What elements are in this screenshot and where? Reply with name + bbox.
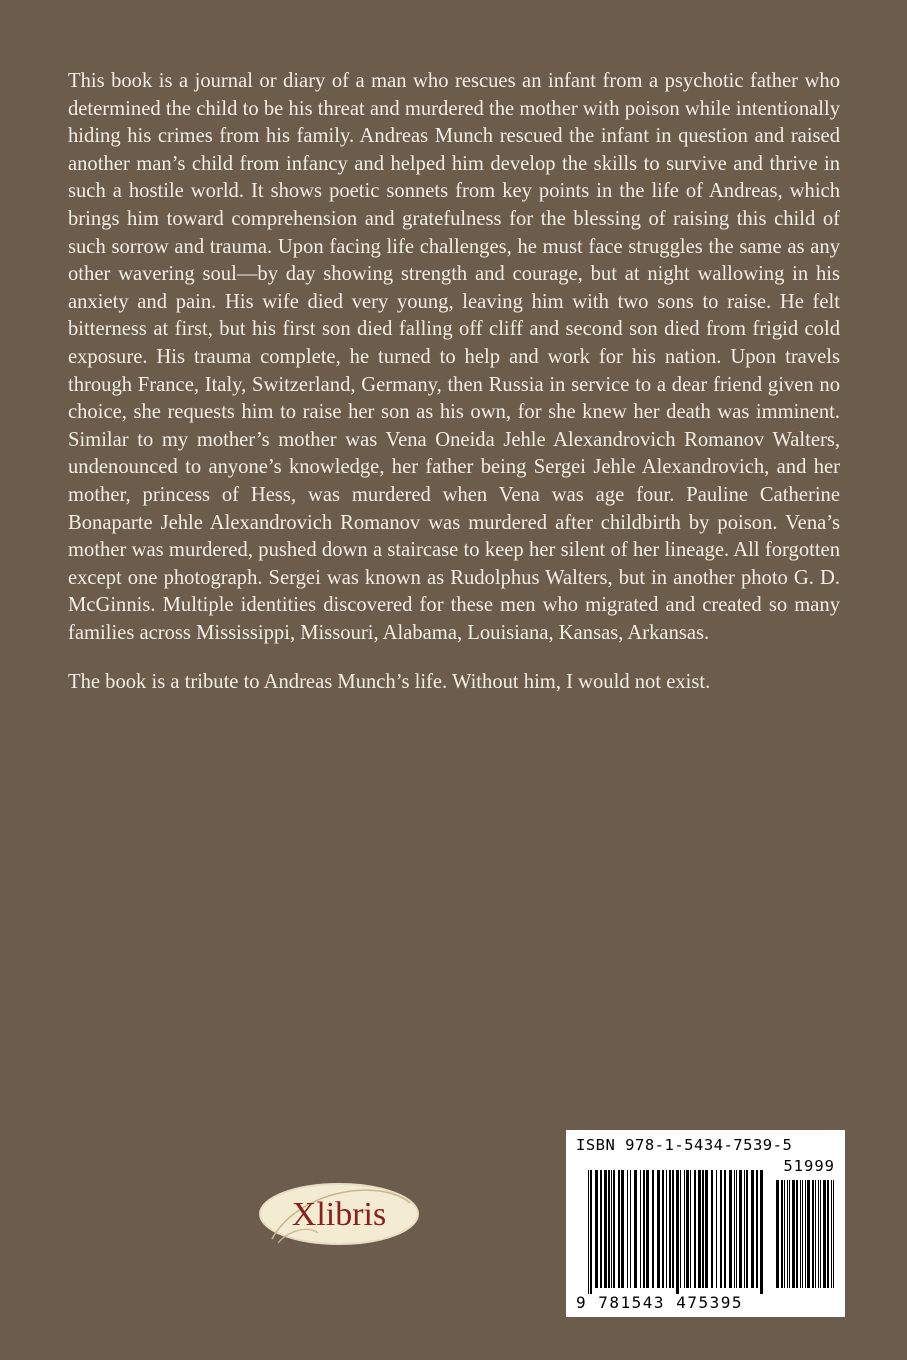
barcode-bar xyxy=(744,1170,745,1288)
barcode-bar xyxy=(716,1170,717,1288)
xlibris-logo-mark xyxy=(258,1181,420,1249)
barcode-bar xyxy=(711,1170,713,1288)
barcode-bar xyxy=(812,1180,814,1288)
barcode-bar xyxy=(746,1170,748,1288)
barcode-bar xyxy=(729,1170,732,1288)
barcode-bar xyxy=(805,1180,806,1288)
barcode-bars xyxy=(566,1130,845,1317)
barcode-bar xyxy=(776,1180,779,1288)
barcode-bar xyxy=(751,1170,754,1288)
barcode-bar xyxy=(807,1180,810,1288)
barcode-bar xyxy=(781,1180,783,1288)
barcode-bar xyxy=(690,1170,691,1288)
barcode-bar xyxy=(833,1180,834,1288)
barcode-bar xyxy=(789,1180,790,1288)
barcode-bar xyxy=(724,1170,726,1288)
barcode-bar xyxy=(736,1170,737,1288)
barcode-bar xyxy=(669,1170,671,1288)
barcode-bar xyxy=(800,1180,801,1288)
barcode-bar xyxy=(652,1170,654,1288)
barcode-bar xyxy=(590,1170,592,1294)
barcode-bar xyxy=(820,1180,821,1288)
barcode-bar xyxy=(618,1170,620,1288)
barcode-bar xyxy=(815,1180,816,1288)
barcode-bar xyxy=(600,1170,602,1288)
back-cover-blurb xyxy=(68,68,840,719)
barcode-bar xyxy=(796,1180,798,1288)
barcode-bar xyxy=(802,1180,803,1288)
barcode-bar xyxy=(698,1170,701,1288)
barcode-bar xyxy=(666,1170,667,1288)
barcode-bar xyxy=(792,1180,795,1288)
barcode-bar xyxy=(686,1170,689,1288)
barcode-bar xyxy=(676,1170,679,1294)
barcode-digits: 9 781543 475395 xyxy=(576,1293,743,1312)
barcode-bar xyxy=(611,1170,612,1288)
barcode-bar xyxy=(608,1170,610,1288)
barcode-bar xyxy=(702,1170,704,1288)
barcode-bar xyxy=(588,1170,589,1294)
barcode-bar xyxy=(680,1170,681,1288)
isbn-label: ISBN 978-1-5434-7539-5 xyxy=(576,1136,793,1154)
barcode-bar xyxy=(684,1170,685,1288)
isbn-barcode xyxy=(566,1130,845,1317)
barcode-bar xyxy=(662,1170,664,1288)
barcode-bar xyxy=(643,1170,645,1288)
barcode-bar xyxy=(640,1170,641,1288)
barcode-bar xyxy=(720,1170,722,1288)
barcode-bar xyxy=(756,1170,758,1288)
barcode-bar xyxy=(784,1180,785,1288)
barcode-bar xyxy=(760,1170,763,1294)
barcode-bar xyxy=(787,1180,788,1288)
price-code: 51999 xyxy=(783,1157,835,1175)
blurb-paragraph-2: The book is a tribute to Andreas Munch’s life. Without him, I would not exist. xyxy=(68,671,711,694)
barcode-bar xyxy=(827,1180,829,1288)
barcode-bar xyxy=(672,1170,674,1288)
barcode-bar xyxy=(818,1180,819,1288)
barcode-bar xyxy=(739,1170,742,1288)
barcode-bar xyxy=(657,1170,660,1288)
barcode-bar xyxy=(646,1170,649,1288)
barcode-bar xyxy=(627,1170,628,1288)
barcode-bar xyxy=(734,1170,735,1288)
barcode-bar xyxy=(823,1180,826,1288)
barcode-bar xyxy=(831,1180,832,1288)
xlibris-logo xyxy=(258,1181,420,1249)
barcode-bar xyxy=(604,1170,607,1288)
barcode-bar xyxy=(613,1170,615,1288)
barcode-bar xyxy=(694,1170,696,1288)
barcode-bar xyxy=(705,1170,708,1288)
barcode-bar xyxy=(595,1170,598,1288)
barcode-bar xyxy=(621,1170,624,1288)
blurb-paragraph-1: This book is a journal or diary of a man who rescues an infant from a psychotic father who determined the child to be his threat and murdered the mother with poison while intentionally hiding his crimes from his family. Andreas Munch rescued the infant in question and raised another man’s child from infancy and helped him develop the skills to survive and thrive in such a hostile world. It shows poetic sonnets from key points in the life of Andreas, which brings him toward comprehension and gratefulness for the blessing of raising this child of such sorrow and trauma. Upon facing life challenges, he must face struggles the same as any other wavering soul—by day showing strength and courage, but at night wallowing in his anxiety and pain. His wife died very young, leaving him with two sons to raise. He felt bitterness at first, but his first son died falling off cliff and second son died from frigid cold exposure. His trauma complete, he turned to help and work for his nation. Upon travels through France, Italy, Switzerland, Germany, then Russia in service to a dear friend given no choice, she requests him to raise her son as his own, for she knew her death was imminent. Similar to my mother’s mother was Vena Oneida Jehle Alexandrovich Romanov Walters, undenounced to anyone’s knowledge, her father being Sergei Jehle Alexandrovich, and her mother, princess of Hess, was murdered when Vena was age four. Pauline Catherine Bonaparte Jehle Alexandrovich Romanov was murdered after childbirth by poison. Vena’s mother was murdered, pushed down a staircase to keep her silent of her lineage. All forgotten except one photograph. Sergei was known as Rudolphus Walters, but in another photo G. D. McGinnis. Multiple identities discovered for these men who migrated and created so many families across Mississippi, Missouri, Alabama, Louisiana, Kansas, Arkansas. xyxy=(68,70,840,644)
xlibris-logo-text: Xlibris xyxy=(291,1196,387,1233)
barcode-bar xyxy=(634,1170,637,1288)
barcode-bar xyxy=(630,1170,631,1288)
